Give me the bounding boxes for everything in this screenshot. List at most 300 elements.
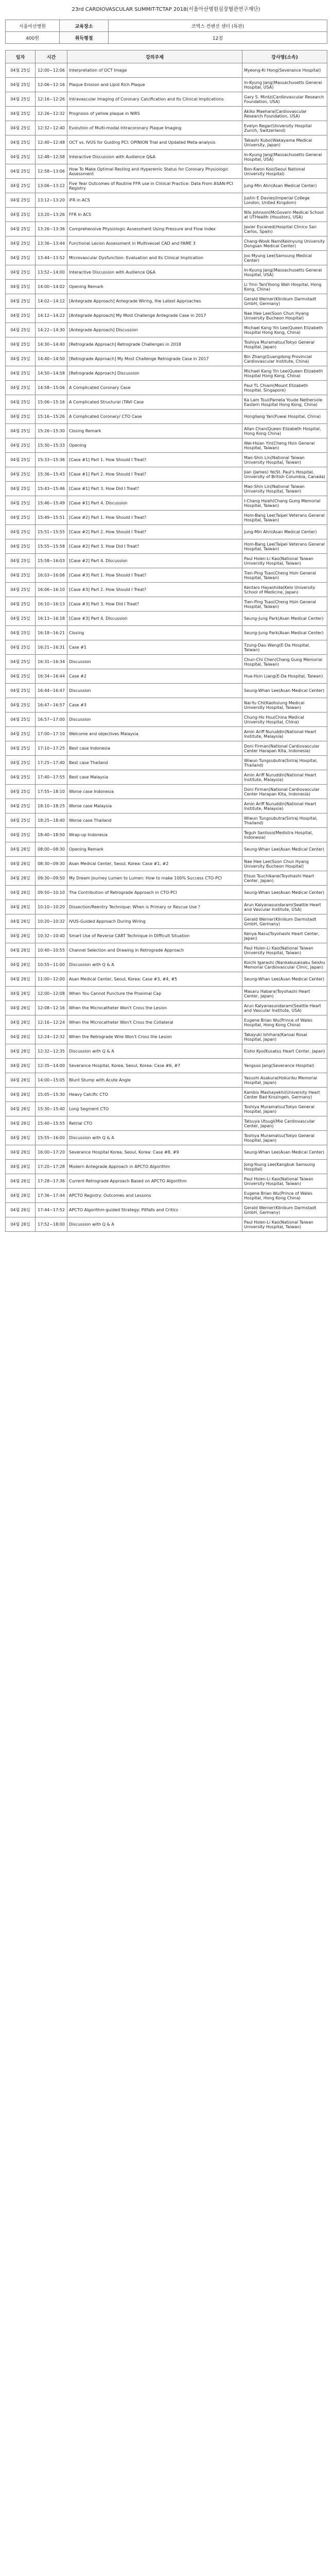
table-row xyxy=(6,352,327,366)
time-cell: 14:02~14:12 xyxy=(36,294,67,309)
time-cell: 12:24~12:32 xyxy=(36,1030,67,1044)
table-row xyxy=(6,150,327,164)
time-cell: 15:05~15:30 xyxy=(36,1088,67,1102)
table-row xyxy=(6,121,327,135)
time-cell: 12:16~12:26 xyxy=(36,92,67,107)
topic-cell: Intravascular Imaging of Coronary Calcification and Its Clinical Implications xyxy=(67,92,242,107)
table-row xyxy=(6,92,327,107)
date-cell: 04월 25일 xyxy=(6,438,36,453)
date-cell: 04월 26일 xyxy=(6,987,36,1001)
topic-cell: When the Microcatheter Won't Cross the Lesion xyxy=(67,1001,242,1015)
time-cell: 16:57~17:00 xyxy=(36,713,67,727)
date-cell: 04월 25일 xyxy=(6,727,36,741)
topic-cell: Case #2 xyxy=(67,669,242,684)
date-cell: 04월 26일 xyxy=(6,1131,36,1145)
topic-cell: Worse case Thailand xyxy=(67,814,242,828)
time-cell: 15:36~15:43 xyxy=(36,467,67,482)
table-row xyxy=(6,640,327,655)
speaker-cell: Etsuo Tsuchikane(Toyohashi Heart Center, Japan) xyxy=(242,871,327,886)
time-cell: 10:20~10:32 xyxy=(36,914,67,929)
topic-cell: Comprehensive Physiologic Assessment Using Pressure and Flow Index xyxy=(67,222,242,236)
date-cell: 04월 26일 xyxy=(6,1044,36,1059)
speaker-cell: Arun Kalyanasundaram(Seattle Heart and Vascular Institute, USA) xyxy=(242,1001,327,1015)
table-row xyxy=(6,799,327,814)
time-cell: 18:10~18:25 xyxy=(36,799,67,814)
speaker-cell: Eisho Kyo(Kusatsu Heart Center, Japan) xyxy=(242,1044,327,1059)
date-cell: 04월 25일 xyxy=(6,107,36,121)
topic-cell: Microvascular Dysfunction: Evaluation and Its Clinical Implication xyxy=(67,251,242,265)
speaker-cell: Gerald Werner(Klinikum Darmstadt GmbH, Germany) xyxy=(242,914,327,929)
table-row xyxy=(6,655,327,669)
table-row xyxy=(6,251,327,265)
table-row xyxy=(6,1073,327,1088)
date-cell: 04월 25일 xyxy=(6,814,36,828)
date-cell: 04월 25일 xyxy=(6,92,36,107)
topic-cell: Interpretation of OCT Image xyxy=(67,63,242,78)
speaker-cell: Yangsoo Jang(Severance Hospital) xyxy=(242,1059,327,1073)
table-row xyxy=(6,1044,327,1059)
table-row xyxy=(6,741,327,756)
table-row xyxy=(6,395,327,410)
topic-cell: Severance Hospital, Korea, Seoul, Korea: Case #6, #7 xyxy=(67,1059,242,1073)
topic-cell: Asan Medical Center, Seoul, Korea: Case #1, #2 xyxy=(67,857,242,871)
topic-cell: Smart Use of Reverse CART Technique in Difficult Situation xyxy=(67,929,242,943)
topic-cell: Prognosis of yellow plaque in NIRS xyxy=(67,107,242,121)
date-cell: 04월 25일 xyxy=(6,713,36,727)
time-cell: 12:32~12:40 xyxy=(36,121,67,135)
table-row xyxy=(6,366,327,381)
date-cell: 04월 25일 xyxy=(6,251,36,265)
time-cell: 17:40~17:55 xyxy=(36,770,67,785)
table-row xyxy=(6,814,327,828)
date-cell: 04월 26일 xyxy=(6,929,36,943)
time-cell: 13:06~13:12 xyxy=(36,179,67,193)
topic-cell: [Antegrade Approach] Antegrade Wiring, the Latest Approaches xyxy=(67,294,242,309)
time-cell: 16:34~16:44 xyxy=(36,669,67,684)
time-cell: 12:06~12:16 xyxy=(36,78,67,92)
table-row xyxy=(6,727,327,741)
table-row xyxy=(6,410,327,424)
speaker-cell: Paul TL Chiam(Mount Elizabeth Hospital, Singapore) xyxy=(242,381,327,395)
speaker-cell: Kentaro Hayashida(Keio University School of Medicine, Japan) xyxy=(242,583,327,597)
time-cell: 16:03~16:06 xyxy=(36,568,67,583)
time-cell: 10:55~11:00 xyxy=(36,958,67,972)
date-cell: 04월 25일 xyxy=(6,626,36,640)
table-row xyxy=(6,597,327,612)
date-cell: 04월 26일 xyxy=(6,857,36,871)
time-cell: 14:58~15:06 xyxy=(36,381,67,395)
speaker-cell: Seung-Jung Park(Asan Medical Center) xyxy=(242,626,327,640)
topic-cell: Closing Remark xyxy=(67,424,242,438)
date-cell: 04월 25일 xyxy=(6,337,36,352)
date-cell: 04월 25일 xyxy=(6,554,36,568)
time-cell: 15:43~15:46 xyxy=(36,482,67,496)
speaker-cell: Bon-Kwon Koo(Seoul National University Hospital) xyxy=(242,164,327,179)
speaker-cell: Bin Zhang(Guangdong Provincial Cardiovascular Institute, China) xyxy=(242,352,327,366)
time-cell: 15:58~16:03 xyxy=(36,554,67,568)
date-cell: 04월 26일 xyxy=(6,886,36,900)
topic-cell: Current Retrograde Approach Based on APCTO Algorithm xyxy=(67,1174,242,1189)
table-row xyxy=(6,914,327,929)
table-row xyxy=(6,1189,327,1203)
topic-cell: Long Segment CTO xyxy=(67,1102,242,1116)
table-row xyxy=(6,453,327,467)
date-cell: 04월 25일 xyxy=(6,799,36,814)
topic-cell: Opening xyxy=(67,438,242,453)
speaker-cell: Gerald Werner(Klinikum Darmstadt GmbH, Germany) xyxy=(242,1203,327,1217)
table-row xyxy=(6,568,327,583)
time-cell: 14:40~14:50 xyxy=(36,352,67,366)
date-cell: 04월 25일 xyxy=(6,583,36,597)
time-cell: 09:30~09:50 xyxy=(36,871,67,886)
table-row xyxy=(6,958,327,972)
topic-cell: [Antegrade Approach] My Most Challenge Antegrade Case in 2017 xyxy=(67,309,242,323)
credit-value: 12점 xyxy=(109,32,327,44)
date-cell: 04월 26일 xyxy=(6,1116,36,1131)
date-cell: 04월 26일 xyxy=(6,958,36,972)
speaker-cell: Seung-Whan Lee(Asan Medical Center) xyxy=(242,842,327,857)
speaker-cell: Koichi Igarashi (Nankakusaisaku Seishu Memorial Cardiovascular Clinic, Japan) xyxy=(242,958,327,972)
topic-cell: IVUS-Guided Approach During Wiring xyxy=(67,914,242,929)
speaker-cell: Nae Hee Lee(Soon Chun Hyang University Bucheon Hospital) xyxy=(242,857,327,871)
topic-cell: Discussion with Q & A xyxy=(67,1131,242,1145)
topic-cell: Interactive Discussion with Audience Q&A xyxy=(67,265,242,280)
table-row xyxy=(6,1131,327,1145)
table-row xyxy=(6,107,327,121)
speaker-cell: Amin Ariff Nuruddin(National Heart Institute, Malaysia) xyxy=(242,799,327,814)
date-cell: 04월 26일 xyxy=(6,914,36,929)
topic-cell: iFR in ACS xyxy=(67,193,242,208)
topic-cell: Five Year Outcomes of Routine FFR use in Clinical Practice: Data From ASAN-PCI Registry xyxy=(67,179,242,193)
speaker-cell: Paul Hsien-Li Kao(National Taiwan University Hospital, Taiwan) xyxy=(242,1174,327,1189)
table-row xyxy=(6,1217,327,1232)
table-row xyxy=(6,987,327,1001)
date-cell: 04월 26일 xyxy=(6,1102,36,1116)
date-cell: 04월 26일 xyxy=(6,1030,36,1044)
date-cell: 04월 25일 xyxy=(6,222,36,236)
date-cell: 04월 25일 xyxy=(6,179,36,193)
lecture-schedule-table xyxy=(5,50,327,1232)
table-row xyxy=(6,583,327,597)
topic-cell: Case #3 xyxy=(67,698,242,713)
date-cell: 04월 25일 xyxy=(6,482,36,496)
date-cell: 04월 25일 xyxy=(6,669,36,684)
speaker-cell: Justin E Davies(Imperial College London, United Kingdom) xyxy=(242,193,327,208)
table-row xyxy=(6,539,327,554)
time-cell: 08:30~09:30 xyxy=(36,857,67,871)
header-date: 일자 xyxy=(6,50,36,63)
table-row xyxy=(6,929,327,943)
speaker-cell: Seung-Whan Lee(Asan Medical Center) xyxy=(242,1145,327,1160)
topic-cell: Discussion xyxy=(67,655,242,669)
date-cell: 04월 25일 xyxy=(6,63,36,78)
topic-cell: Opening Remark xyxy=(67,842,242,857)
time-cell: 16:18~16:21 xyxy=(36,626,67,640)
topic-cell: Discussion with Q & A xyxy=(67,958,242,972)
table-row xyxy=(6,1001,327,1015)
speaker-cell: Tien-Ping Tsao(Cheng Hsin General Hospital, Taiwan) xyxy=(242,597,327,612)
time-cell: 12:40~12:48 xyxy=(36,135,67,150)
date-cell: 04월 25일 xyxy=(6,539,36,554)
date-cell: 04월 26일 xyxy=(6,1189,36,1203)
topic-cell: [Case #3] Part 3. How Did I Treat? xyxy=(67,597,242,612)
speaker-cell: Doni Firman(National Cardiovascular Center Harapan Kita, Indonesia) xyxy=(242,741,327,756)
topic-cell: Discussion with Q & A xyxy=(67,1217,242,1232)
topic-cell: Case #1 xyxy=(67,640,242,655)
table-row xyxy=(6,1059,327,1073)
speaker-cell: Hua-Hsin Liang(E-Da Hospital, Taiwan) xyxy=(242,669,327,684)
topic-cell: How To Make Optimal Resting and Hyperemic Status for Coronary Physiologic Assessment xyxy=(67,164,242,179)
speaker-cell: Paul Hsien-Li Kao(National Taiwan University Hospital, Taiwan) xyxy=(242,554,327,568)
time-cell: 12:58~13:06 xyxy=(36,164,67,179)
table-row xyxy=(6,78,327,92)
time-cell: 16:21~16:31 xyxy=(36,640,67,655)
time-cell: 14:12~14:22 xyxy=(36,309,67,323)
time-cell: 17:25~17:40 xyxy=(36,756,67,770)
time-cell: 15:51~15:55 xyxy=(36,525,67,539)
speaker-cell: Nils Johnson(McGovern Medical School at UTHealth (Houston), USA) xyxy=(242,208,327,222)
time-cell: 18:25~18:40 xyxy=(36,814,67,828)
table-row xyxy=(6,871,327,886)
table-row xyxy=(6,323,327,337)
speaker-cell: Teguh Santoso(Medistra Hospital, Indonesia) xyxy=(242,828,327,842)
table-row xyxy=(6,669,327,684)
date-cell: 04월 25일 xyxy=(6,770,36,785)
time-cell: 15:49~15:51 xyxy=(36,511,67,525)
table-row xyxy=(6,280,327,294)
speaker-cell: Chun-Chi Chen(Chang Gung Memorial Hospital, Taiwan) xyxy=(242,655,327,669)
table-row xyxy=(6,482,327,496)
topic-cell: [Case #3] Part 4. Discussion xyxy=(67,612,242,626)
table-row xyxy=(6,900,327,914)
speaker-cell: Jong-Young Lee(Kangbuk Samsung Hospital) xyxy=(242,1160,327,1174)
topic-cell: OCT vs. IVUS for Guiding PCI: OPINION Trial and Updated Meta-analysis xyxy=(67,135,242,150)
time-cell: 12:26~12:32 xyxy=(36,107,67,121)
topic-cell: A Complicated Coronary/ CTO Case xyxy=(67,410,242,424)
table-row xyxy=(6,63,327,78)
time-cell: 15:26~15:30 xyxy=(36,424,67,438)
topic-cell: A Complicated Coronary Case xyxy=(67,381,242,395)
table-row xyxy=(6,1116,327,1131)
speaker-cell: Jung-Min Ahn(Asan Medical Center) xyxy=(242,525,327,539)
time-cell: 13:26~13:36 xyxy=(36,222,67,236)
time-cell: 14:30~14:40 xyxy=(36,337,67,352)
date-cell: 04월 26일 xyxy=(6,1145,36,1160)
time-cell: 17:10~17:25 xyxy=(36,741,67,756)
time-cell: 10:32~10:40 xyxy=(36,929,67,943)
time-cell: 17:36~17:44 xyxy=(36,1189,67,1203)
topic-cell: Asan Medical Center, Seoul, Korea: Case #3, #4, #5 xyxy=(67,972,242,987)
time-cell: 17:55~18:10 xyxy=(36,785,67,799)
header-speaker: 강사명(소속) xyxy=(242,50,327,63)
speaker-cell: Wiwun Tungsubutra(Siriraj Hospital, Thailand) xyxy=(242,814,327,828)
speaker-cell: Seung-Jung Park(Asan Medical Center) xyxy=(242,612,327,626)
topic-cell: [Case #2] Part 3. How Did I Treat? xyxy=(67,539,242,554)
fee-value: 400원 xyxy=(6,32,60,44)
time-cell: 13:36~13:44 xyxy=(36,236,67,251)
table-row xyxy=(6,1145,327,1160)
topic-cell: [Case #3] Part 1. How Should I Treat? xyxy=(67,568,242,583)
topic-cell: [Retrograde Approach] Retrograde Challenges in 2018 xyxy=(67,337,242,352)
topic-cell: Worse case Malaysia xyxy=(67,799,242,814)
date-cell: 04월 26일 xyxy=(6,1088,36,1102)
time-cell: 11:00~12:00 xyxy=(36,972,67,987)
date-cell: 04월 25일 xyxy=(6,78,36,92)
topic-cell: [Retrograde Approach] My Most Challenge Retrograde Case in 2017 xyxy=(67,352,242,366)
table-row xyxy=(6,222,327,236)
document-title: 23rd CARDIOVASCULAR SUMMIT-TCTAP 2018(서울아산병원심장혈관연구재단) xyxy=(72,7,260,12)
time-cell: 16:10~16:13 xyxy=(36,597,67,612)
topic-cell: [Case #2] Part 1. How Should I Treat? xyxy=(67,511,242,525)
speaker-cell: Joo Myung Lee(Samsung Medical Center) xyxy=(242,251,327,265)
date-cell: 04월 26일 xyxy=(6,1001,36,1015)
speaker-cell: Seung-Whan Lee(Asan Medical Center) xyxy=(242,684,327,698)
place-label: 서울아산병원 xyxy=(6,20,60,32)
time-cell: 12:08~12:16 xyxy=(36,1001,67,1015)
speaker-cell: Kenya Nasu(Toyohashi Heart Center, Japan) xyxy=(242,929,327,943)
date-cell: 04월 26일 xyxy=(6,1174,36,1189)
topic-cell: Channel Selection and Drawing in Retrograde Approach xyxy=(67,943,242,958)
speaker-cell: Nai-Yu Chi(Kaohsiung Medical University Hospital, Taiwan) xyxy=(242,698,327,713)
topic-cell: Evolution of Multi-modal Intracoronary Plaque Imaging xyxy=(67,121,242,135)
date-cell: 04월 25일 xyxy=(6,208,36,222)
date-cell: 04월 25일 xyxy=(6,640,36,655)
topic-cell: Best case Indonesia xyxy=(67,741,242,756)
table-row xyxy=(6,943,327,958)
time-cell: 15:55~15:58 xyxy=(36,539,67,554)
table-row xyxy=(6,698,327,713)
topic-cell: Opening Remark xyxy=(67,280,242,294)
topic-cell: Modern Antegrade Approach in APCTO Algorithm xyxy=(67,1160,242,1174)
speaker-cell: Amin Ariff Nuruddin(National Heart Institute, Malaysia) xyxy=(242,770,327,785)
date-cell: 04월 25일 xyxy=(6,424,36,438)
table-row xyxy=(6,756,327,770)
table-row xyxy=(6,1160,327,1174)
table-row xyxy=(6,309,327,323)
table-row xyxy=(6,886,327,900)
table-row xyxy=(6,467,327,482)
table-row xyxy=(6,1174,327,1189)
time-cell: 16:31~16:34 xyxy=(36,655,67,669)
table-row xyxy=(6,381,327,395)
date-cell: 04월 25일 xyxy=(6,294,36,309)
speaker-cell: Jung-Min Ahn(Asan Medical Center) xyxy=(242,179,327,193)
date-cell: 04월 25일 xyxy=(6,309,36,323)
topic-cell: Severance Hospital Korea, Seoul, Korea: Case #8, #9 xyxy=(67,1145,242,1160)
time-cell: 15:55~16:00 xyxy=(36,1131,67,1145)
table-row xyxy=(6,828,327,842)
topic-cell: [Case #1] Part 4. Discussion xyxy=(67,496,242,511)
topic-cell: Retrial CTO xyxy=(67,1116,242,1131)
table-row xyxy=(6,193,327,208)
topic-cell: FFR in ACS xyxy=(67,208,242,222)
speaker-cell: Seung-Whan Lee(Asan Medical Center) xyxy=(242,886,327,900)
topic-cell: My Dream Journey Lumen to Lumen: How to make 100% Success CTO-PCI xyxy=(67,871,242,886)
time-cell: 15:30~15:40 xyxy=(36,1102,67,1116)
date-cell: 04월 25일 xyxy=(6,597,36,612)
time-cell: 12:00~12:08 xyxy=(36,987,67,1001)
topic-cell: Dissection/Reentry Technique: When is Primary or Rescue Use ? xyxy=(67,900,242,914)
time-cell: 15:40~15:55 xyxy=(36,1116,67,1131)
date-cell: 04월 25일 xyxy=(6,828,36,842)
date-cell: 04월 25일 xyxy=(6,410,36,424)
venue-value: 코엑스 컨벤션 센터 (특판) xyxy=(109,20,327,32)
time-cell: 16:44~16:47 xyxy=(36,684,67,698)
topic-cell: Best case Thailand xyxy=(67,756,242,770)
topic-cell: [Case #1] Part 1. How Should I Treat? xyxy=(67,453,242,467)
header-topic: 강의주제 xyxy=(67,50,242,63)
speaker-cell: Nae Hee Lee(Soon Chun Hyang University Bucheon Hospital) xyxy=(242,309,327,323)
topic-cell: Blunt Stump with Acute Angle xyxy=(67,1073,242,1088)
date-cell: 04월 26일 xyxy=(6,842,36,857)
time-cell: 14:00~15:05 xyxy=(36,1073,67,1088)
table-header-row xyxy=(6,50,327,63)
time-cell: 12:32~12:35 xyxy=(36,1044,67,1059)
time-cell: 10:40~10:55 xyxy=(36,943,67,958)
table-row xyxy=(6,972,327,987)
time-cell: 12:16~12:24 xyxy=(36,1015,67,1030)
time-cell: 16:13~16:18 xyxy=(36,612,67,626)
table-row xyxy=(6,842,327,857)
date-cell: 04월 25일 xyxy=(6,381,36,395)
speaker-cell: Jian (James) Ye(St. Paul's Hospital, University of British Columbia, Canada) xyxy=(242,467,327,482)
speaker-cell: Arun Kalyanasundaram(Seattle Heart and Vascular Institute, USA) xyxy=(242,900,327,914)
speaker-cell: Gerald Werner(Klinikum Darmstadt GmbH, Germany) xyxy=(242,294,327,309)
venue-label: 교육장소 xyxy=(60,20,109,32)
topic-cell: [Retrograde Approach] Discussion xyxy=(67,366,242,381)
topic-cell: When the Retrograde Wire Won't Cross the Lesion xyxy=(67,1030,242,1044)
date-cell: 04월 26일 xyxy=(6,900,36,914)
speaker-cell: Kambis Mashayekhi(University Heart Center Bad Krozingen, Germany) xyxy=(242,1088,327,1102)
time-cell: 16:06~16:10 xyxy=(36,583,67,597)
topic-cell: Interactive Discussion with Audience Q&A xyxy=(67,150,242,164)
table-row xyxy=(6,438,327,453)
table-row xyxy=(6,626,327,640)
table-row xyxy=(6,208,327,222)
date-cell: 04월 25일 xyxy=(6,511,36,525)
topic-cell: Discussion xyxy=(67,684,242,698)
date-cell: 04월 26일 xyxy=(6,1073,36,1088)
time-cell: 15:30~15:33 xyxy=(36,438,67,453)
topic-cell: The Contribution of Retrograde Approach in CTO-PCI xyxy=(67,886,242,900)
time-cell: 12:00~12:06 xyxy=(36,63,67,78)
topic-cell: Worse case Indonesia xyxy=(67,785,242,799)
speaker-cell: Tatsuya Utsugi(Mie Cardiovascular Center, Japan) xyxy=(242,1116,327,1131)
date-cell: 04월 25일 xyxy=(6,467,36,482)
date-cell: 04월 26일 xyxy=(6,1059,36,1073)
date-cell: 04월 25일 xyxy=(6,453,36,467)
table-row xyxy=(6,511,327,525)
topic-cell: Functional Lesion Assessment in Multivessel CAD and FAME 3 xyxy=(67,236,242,251)
speaker-cell: Michael Kang Yin Lee(Queen Elizabeth Hospital Hong Kong, China) xyxy=(242,323,327,337)
time-cell: 15:46~15:49 xyxy=(36,496,67,511)
table-row xyxy=(6,1088,327,1102)
speaker-cell: Gary S. Mintz(Cardiovascular Research Foundation, USA) xyxy=(242,92,327,107)
topic-cell: [Case #3] Part 2. How Should I Treat? xyxy=(67,583,242,597)
topic-cell: When the Microcatheter Won't Cross the Collateral xyxy=(67,1015,242,1030)
speaker-cell: Hongliang Yan(Fuwai Hospital, China) xyxy=(242,410,327,424)
speaker-cell: Hom-Bang Lee(Taipei Veterans General Hospital, Taiwan) xyxy=(242,539,327,554)
time-cell: 13:52~14:00 xyxy=(36,265,67,280)
time-cell: 17:00~17:10 xyxy=(36,727,67,741)
date-cell: 04월 25일 xyxy=(6,121,36,135)
date-cell: 04월 26일 xyxy=(6,972,36,987)
time-cell: 14:50~14:58 xyxy=(36,366,67,381)
time-cell: 13:20~13:26 xyxy=(36,208,67,222)
topic-cell: [Case #2] Part 4. Discussion xyxy=(67,554,242,568)
speaker-cell: Takayuki Ishihara(Kansai Rosai Hospital, Japan) xyxy=(242,1030,327,1044)
time-cell: 15:16~15:26 xyxy=(36,410,67,424)
